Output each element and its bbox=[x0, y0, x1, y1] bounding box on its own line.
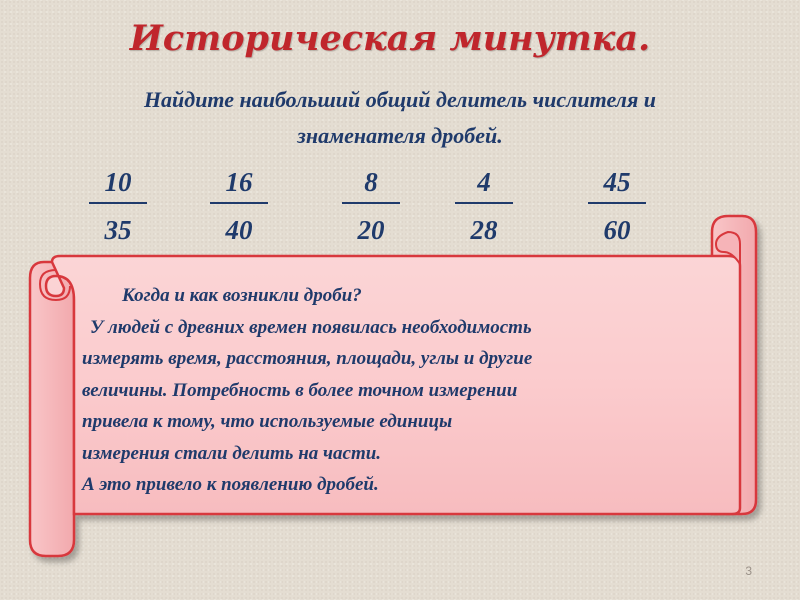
scroll-text bbox=[82, 280, 752, 501]
fraction-denominator: 60 bbox=[603, 215, 631, 245]
task-line-2: знаменателя дробей. bbox=[297, 123, 503, 148]
fraction-denominator: 28 bbox=[470, 215, 498, 245]
task-line-1: Найдите наибольший общий делитель числителя и bbox=[143, 87, 657, 112]
scroll-line-3: измерять время, расстояния, площади, углы и другие bbox=[82, 348, 533, 369]
scroll-line-6: измерения стали делить на части. bbox=[82, 442, 382, 464]
fraction-numerator: 16 bbox=[225, 167, 253, 197]
fraction-denominator: 20 bbox=[357, 215, 385, 245]
scroll-line-1: Когда и как возникли дроби? bbox=[122, 285, 362, 306]
slide-title: Историческая минутка. bbox=[129, 18, 651, 59]
scroll-line-7: А это привело к появлению дробей. bbox=[82, 474, 379, 495]
fraction-numerator: 45 bbox=[603, 167, 631, 197]
fraction-numerator: 10 bbox=[104, 167, 132, 197]
scroll-curl-left bbox=[30, 262, 74, 556]
slide-number: 3 bbox=[745, 564, 752, 578]
fraction-numerator: 8 bbox=[364, 167, 378, 197]
scroll-line-2: У людей с древних времен появилась необходимость bbox=[90, 316, 532, 338]
fraction-denominator: 35 bbox=[104, 215, 132, 245]
fraction-numerator: 4 bbox=[477, 167, 491, 197]
scroll-line-5: привела к тому, что используемые единицы bbox=[82, 411, 453, 432]
fraction-denominator: 40 bbox=[225, 215, 253, 245]
scroll-line-4: величины. Потребность в более точном измерении bbox=[82, 379, 518, 401]
